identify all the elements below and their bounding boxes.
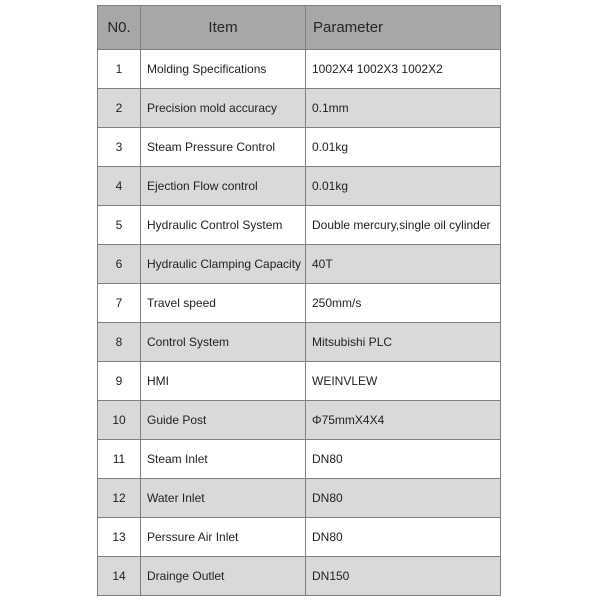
parameter-cell: DN150 bbox=[306, 557, 501, 596]
column-header-parameter: Parameter bbox=[306, 6, 501, 50]
parameter-cell: DN80 bbox=[306, 440, 501, 479]
parameter-cell: 1002X4 1002X3 1002X2 bbox=[306, 50, 501, 89]
row-number-cell: 13 bbox=[98, 518, 141, 557]
item-cell: Steam Inlet bbox=[141, 440, 306, 479]
item-cell: Steam Pressure Control bbox=[141, 128, 306, 167]
item-cell: Hydraulic Clamping Capacity bbox=[141, 245, 306, 284]
table-row bbox=[98, 128, 501, 167]
item-cell: Travel speed bbox=[141, 284, 306, 323]
parameter-cell: Double mercury,single oil cylinder bbox=[306, 206, 501, 245]
table-row bbox=[98, 50, 501, 89]
table-row bbox=[98, 557, 501, 596]
row-number-cell: 2 bbox=[98, 89, 141, 128]
table-row bbox=[98, 440, 501, 479]
parameter-cell: 0.01kg bbox=[306, 128, 501, 167]
table-row bbox=[98, 167, 501, 206]
table-header-row bbox=[98, 6, 501, 50]
row-number-cell: 12 bbox=[98, 479, 141, 518]
parameter-cell: WEINVLEW bbox=[306, 362, 501, 401]
item-cell: Guide Post bbox=[141, 401, 306, 440]
parameter-cell: Mitsubishi PLC bbox=[306, 323, 501, 362]
parameter-cell: 250mm/s bbox=[306, 284, 501, 323]
parameter-cell: Φ75mmX4X4 bbox=[306, 401, 501, 440]
item-cell: Perssure Air Inlet bbox=[141, 518, 306, 557]
item-cell: Drainge Outlet bbox=[141, 557, 306, 596]
table-row bbox=[98, 284, 501, 323]
table-row bbox=[98, 323, 501, 362]
item-cell: Precision mold accuracy bbox=[141, 89, 306, 128]
table-row bbox=[98, 518, 501, 557]
parameter-cell: DN80 bbox=[306, 479, 501, 518]
column-header-item: Item bbox=[141, 6, 306, 50]
row-number-cell: 6 bbox=[98, 245, 141, 284]
column-header-no: N0. bbox=[98, 6, 141, 50]
item-cell: Water Inlet bbox=[141, 479, 306, 518]
row-number-cell: 7 bbox=[98, 284, 141, 323]
spec-table bbox=[97, 5, 501, 596]
table-row bbox=[98, 206, 501, 245]
table-row bbox=[98, 245, 501, 284]
row-number-cell: 9 bbox=[98, 362, 141, 401]
table-row bbox=[98, 89, 501, 128]
parameter-cell: DN80 bbox=[306, 518, 501, 557]
row-number-cell: 3 bbox=[98, 128, 141, 167]
table-row bbox=[98, 479, 501, 518]
parameter-cell: 0.01kg bbox=[306, 167, 501, 206]
table-row bbox=[98, 401, 501, 440]
row-number-cell: 10 bbox=[98, 401, 141, 440]
row-number-cell: 8 bbox=[98, 323, 141, 362]
item-cell: HMI bbox=[141, 362, 306, 401]
item-cell: Hydraulic Control System bbox=[141, 206, 306, 245]
table-row bbox=[98, 362, 501, 401]
row-number-cell: 4 bbox=[98, 167, 141, 206]
item-cell: Molding Specifications bbox=[141, 50, 306, 89]
table-body bbox=[98, 50, 501, 596]
row-number-cell: 14 bbox=[98, 557, 141, 596]
parameter-cell: 40T bbox=[306, 245, 501, 284]
row-number-cell: 1 bbox=[98, 50, 141, 89]
row-number-cell: 5 bbox=[98, 206, 141, 245]
item-cell: Control System bbox=[141, 323, 306, 362]
row-number-cell: 11 bbox=[98, 440, 141, 479]
item-cell: Ejection Flow control bbox=[141, 167, 306, 206]
parameter-cell: 0.1mm bbox=[306, 89, 501, 128]
